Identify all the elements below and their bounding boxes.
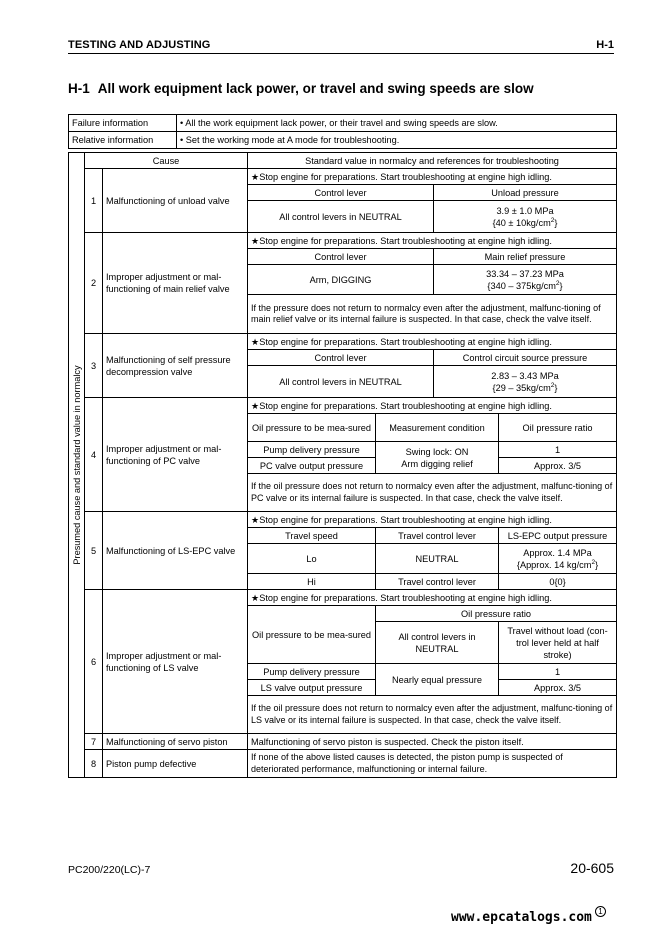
cause-text: Piston pump defective <box>103 750 248 778</box>
value-line: Swing lock: ON <box>405 446 469 457</box>
header-cell: Oil pressure to be mea-sured <box>248 606 376 664</box>
value-cell: Approx. 3/5 <box>499 680 617 696</box>
note-text: If none of the above listed causes is detected, the piston pump is suspected of deteriorated performance, malfunctioning or internal failure. <box>248 750 617 778</box>
header-cell: Oil pressure to be mea-sured <box>248 414 376 442</box>
cause-text: Malfunctioning of LS-EPC valve <box>103 512 248 590</box>
value-cell: Travel control lever <box>376 574 499 590</box>
value-line: } <box>554 382 558 393</box>
value-cell: NEUTRAL <box>376 544 499 574</box>
header-cell: Control lever <box>248 350 434 366</box>
row-num: 8 <box>85 750 103 778</box>
row-num: 6 <box>85 590 103 734</box>
header-cell: Control circuit source pressure <box>434 350 617 366</box>
cause-text: Improper adjustment or mal-functioning of main relief valve <box>103 233 248 334</box>
footer-model: PC200/220(LC)-7 <box>68 864 151 876</box>
value-cell: Approx. 3/5 <box>499 458 617 474</box>
value-line: } <box>559 280 563 291</box>
row-num: 5 <box>85 512 103 590</box>
value-cell: Lo <box>248 544 376 574</box>
value-line: } <box>554 217 558 228</box>
value-line: Arm digging relief <box>401 458 473 469</box>
side-label-cell <box>69 153 85 778</box>
header-cell: Oil pressure ratio <box>499 414 617 442</box>
value-cell <box>434 366 617 398</box>
value-cell: Pump delivery pressure <box>248 664 376 680</box>
value-cell <box>434 265 617 295</box>
title-code: H-1 <box>68 81 90 96</box>
relative-text: • Set the working mode at A mode for troubleshooting. <box>177 132 617 149</box>
value-line: } <box>595 559 599 570</box>
info-table <box>68 114 617 149</box>
value-cell: All control levers in NEUTRAL <box>248 201 434 233</box>
value-cell: Hi <box>248 574 376 590</box>
head-standard: Standard value in normalcy and references for troubleshooting <box>248 153 617 169</box>
value-cell: Nearly equal pressure <box>376 664 499 696</box>
superscript: 2 <box>550 216 555 224</box>
cause-text: Malfunctioning of unload valve <box>103 169 248 233</box>
value-line: 33.34 – 37.23 MPa <box>486 268 564 279</box>
stop-engine-note: ★Stop engine for preparations. Start troubleshooting at engine high idling. <box>248 233 617 249</box>
stop-engine-note: ★Stop engine for preparations. Start troubleshooting at engine high idling. <box>248 512 617 528</box>
stop-engine-note: ★Stop engine for preparations. Start troubleshooting at engine high idling. <box>248 169 617 185</box>
cause-text: Malfunctioning of self pressure decompression valve <box>103 334 248 398</box>
value-line: {Approx. 14 kg/cm <box>516 559 592 570</box>
row-num: 3 <box>85 334 103 398</box>
cause-text: Improper adjustment or mal-functioning of PC valve <box>103 398 248 512</box>
superscript: 2 <box>555 279 560 287</box>
footer-page: 20-605 <box>570 860 614 876</box>
section-header: TESTING AND ADJUSTING <box>68 39 211 51</box>
stop-engine-note: ★Stop engine for preparations. Start troubleshooting at engine high idling. <box>248 398 617 414</box>
value-cell: Pump delivery pressure <box>248 442 376 458</box>
header-cell: LS-EPC output pressure <box>499 528 617 544</box>
revision-mark: 1 <box>595 906 606 917</box>
failure-label: Failure information <box>69 115 177 132</box>
head-cause: Cause <box>85 153 248 169</box>
value-line: {40 ± 10kg/cm <box>492 217 551 228</box>
stop-engine-note: ★Stop engine for preparations. Start troubleshooting at engine high idling. <box>248 334 617 350</box>
cause-text: Improper adjustment or mal-functioning of LS valve <box>103 590 248 734</box>
value-line: {340 – 375kg/cm <box>487 280 556 291</box>
header-cell: Travel speed <box>248 528 376 544</box>
header-cell: Travel without load (con-trol lever held at half stroke) <box>499 622 617 664</box>
stop-engine-note: ★Stop engine for preparations. Start troubleshooting at engine high idling. <box>248 590 617 606</box>
header-cell: Control lever <box>248 185 434 201</box>
value-cell <box>434 201 617 233</box>
value-cell <box>376 442 499 474</box>
row-num: 1 <box>85 169 103 233</box>
value-cell: 1 <box>499 442 617 458</box>
note-text: If the pressure does not return to normalcy even after the adjustment, malfunc-tioning of main relief valve or its internal failure is suspected. In that case, check the valve itself. <box>248 295 617 334</box>
header-cell: Main relief pressure <box>434 249 617 265</box>
troubleshooting-table <box>68 152 617 778</box>
header-cell: Measurement condition <box>376 414 499 442</box>
header-rule <box>68 53 614 54</box>
value-line: Approx. 1.4 MPa <box>523 547 592 558</box>
value-cell: 1 <box>499 664 617 680</box>
page-code: H-1 <box>596 39 614 51</box>
note-text: Malfunctioning of servo piston is suspected. Check the piston itself. <box>248 734 617 750</box>
row-num: 2 <box>85 233 103 334</box>
watermark-link[interactable]: www.epcatalogs.com <box>451 910 592 925</box>
value-cell: LS valve output pressure <box>248 680 376 696</box>
header-cell: Oil pressure ratio <box>376 606 617 622</box>
value-cell: PC valve output pressure <box>248 458 376 474</box>
header-cell: Control lever <box>248 249 434 265</box>
superscript: 2 <box>550 381 555 389</box>
note-text: If the oil pressure does not return to normalcy even after the adjustment, malfunc-tioning of LS valve or its internal failure is suspected. In that case, check the valve itself. <box>248 696 617 734</box>
title-text: All work equipment lack power, or travel and swing speeds are slow <box>97 81 534 96</box>
value-cell <box>499 544 617 574</box>
header-cell: Travel control lever <box>376 528 499 544</box>
page-title <box>68 81 534 96</box>
note-text: If the oil pressure does not return to normalcy even after the adjustment, malfunc-tioning of PC valve or its internal failure is suspected. In that case, check the valve itself. <box>248 474 617 512</box>
value-line: {29 – 35kg/cm <box>492 382 551 393</box>
value-cell: All control levers in NEUTRAL <box>248 366 434 398</box>
cause-text: Malfunctioning of servo piston <box>103 734 248 750</box>
value-cell: Arm, DIGGING <box>248 265 434 295</box>
superscript: 2 <box>591 558 596 566</box>
header-cell: All control levers in NEUTRAL <box>376 622 499 664</box>
side-label: Presumed cause and standard value in normalcy <box>71 365 82 565</box>
value-line: 2.83 – 3.43 MPa <box>491 370 559 381</box>
header-cell: Unload pressure <box>434 185 617 201</box>
row-num: 4 <box>85 398 103 512</box>
value-cell: 0{0} <box>499 574 617 590</box>
relative-label: Relative information <box>69 132 177 149</box>
value-line: 3.9 ± 1.0 MPa <box>496 205 554 216</box>
failure-text: • All the work equipment lack power, or their travel and swing speeds are slow. <box>177 115 617 132</box>
row-num: 7 <box>85 734 103 750</box>
